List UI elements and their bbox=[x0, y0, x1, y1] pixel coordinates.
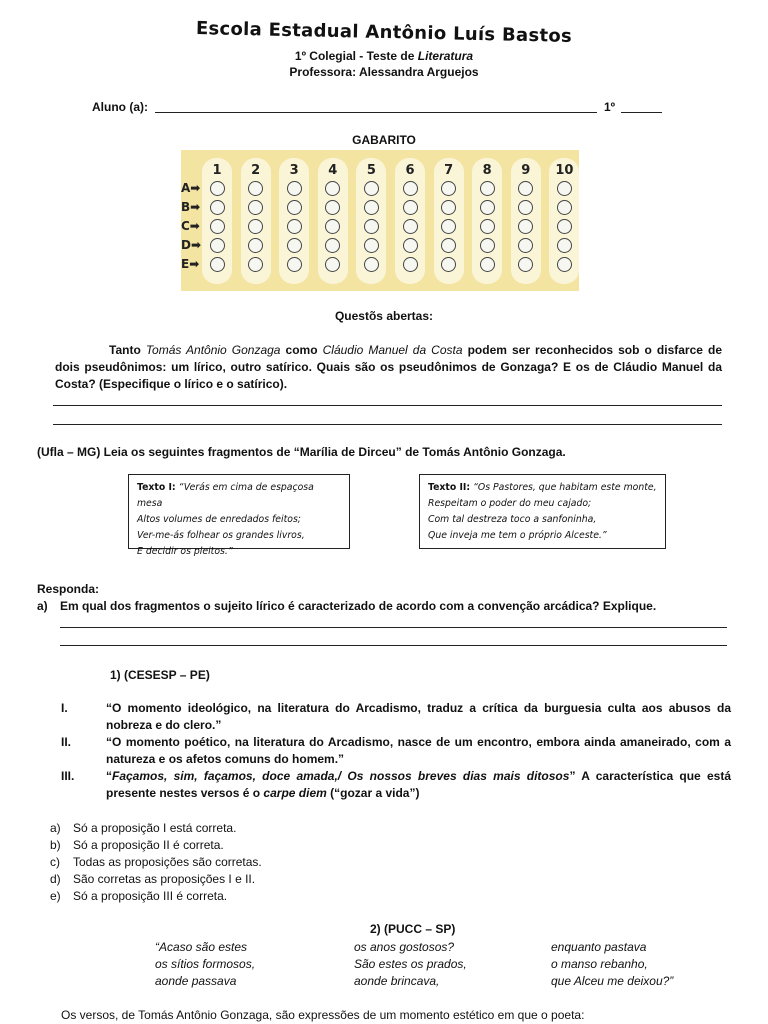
answer-bubble[interactable] bbox=[557, 219, 572, 234]
q1-text-a: Tanto bbox=[109, 343, 146, 357]
answer-bubble[interactable] bbox=[210, 200, 225, 215]
answer-bubble[interactable] bbox=[287, 219, 302, 234]
answer-bubble[interactable] bbox=[557, 257, 572, 272]
answer-bubble[interactable] bbox=[480, 181, 495, 196]
answer-column-number: 10 bbox=[555, 163, 574, 178]
option-letter: b) bbox=[50, 838, 61, 852]
answer-bubble[interactable] bbox=[248, 200, 263, 215]
item-1-text: “O momento ideológico, na literatura do Arcadismo, traduz a crítica da burguesia culta aos abusos da nobreza e do clero.” bbox=[106, 701, 731, 732]
option-letter: e) bbox=[50, 889, 61, 903]
answer-bubble[interactable] bbox=[248, 238, 263, 253]
open-question-1 bbox=[55, 342, 722, 393]
option-letter: c) bbox=[50, 855, 60, 869]
answer-column-number: 9 bbox=[521, 163, 531, 178]
option-text: Todas as proposições são corretas. bbox=[73, 855, 262, 869]
option-text: Só a proposição III é correta. bbox=[73, 889, 228, 903]
answer-column-number: 7 bbox=[444, 163, 454, 178]
answer-column-number: 4 bbox=[328, 163, 338, 178]
answer-bubble[interactable] bbox=[210, 238, 225, 253]
answer-bubble[interactable] bbox=[441, 257, 456, 272]
answer-line[interactable] bbox=[53, 424, 722, 425]
answer-bubble[interactable] bbox=[403, 219, 418, 234]
texto-2-label: Texto II: bbox=[428, 482, 471, 493]
class-label: 1º bbox=[604, 100, 616, 114]
poem-line: os anos gostosos? bbox=[354, 940, 455, 954]
answer-bubble[interactable] bbox=[287, 181, 302, 196]
q1-author-claudio: Cláudio Manuel da Costa bbox=[322, 343, 463, 357]
question-1-header: 1) (CESESP – PE) bbox=[110, 668, 210, 682]
course-line bbox=[0, 49, 768, 63]
answer-bubble[interactable] bbox=[364, 257, 379, 272]
answer-row-label: D➡ bbox=[181, 238, 202, 252]
class-line[interactable] bbox=[621, 112, 662, 113]
option-text: Só a proposição I está correta. bbox=[73, 821, 237, 835]
answer-bubble[interactable] bbox=[287, 238, 302, 253]
answer-bubble[interactable] bbox=[248, 181, 263, 196]
question-2-header: 2) (PUCC – SP) bbox=[370, 922, 456, 936]
answer-bubble[interactable] bbox=[210, 257, 225, 272]
poem-line: “Acaso são estes bbox=[155, 940, 248, 954]
answer-bubble[interactable] bbox=[441, 238, 456, 253]
q1-text-c: podem ser reconhecidos sob o disfarce de dois pseudônimos: um lírico, outro satírico. Quais são os pseudônimos de Gonzaga? E os de Cláudio Manuel da Costa? (Especifique o lírico e o satírico). bbox=[55, 343, 723, 391]
answer-line[interactable] bbox=[60, 645, 727, 646]
item-3-text-a: ” A característica que está presente nestes versos é o bbox=[106, 769, 731, 800]
answer-bubble[interactable] bbox=[287, 257, 302, 272]
option-letter: a) bbox=[50, 821, 61, 835]
answer-column-number: 3 bbox=[289, 163, 299, 178]
course-prefix: 1º Colegial - Teste de bbox=[294, 49, 418, 63]
answer-bubble[interactable] bbox=[441, 181, 456, 196]
answer-bubble[interactable] bbox=[480, 219, 495, 234]
question-2-stem: Os versos, de Tomás Antônio Gonzaga, são expressões de um momento estético em que o poeta: bbox=[61, 1008, 585, 1022]
answer-bubble[interactable] bbox=[480, 238, 495, 253]
texto-1-line: “Verás em cima de espaçosa mesa bbox=[137, 482, 314, 509]
answer-column-number: 5 bbox=[366, 163, 376, 178]
answer-bubble[interactable] bbox=[441, 219, 456, 234]
question-a-text: Em qual dos fragmentos o sujeito lírico é caracterizado de acordo com a convenção arcádica? Explique. bbox=[60, 599, 657, 613]
item-2-text: “O momento poético, na literatura do Arcadismo, nasce de um encontro, embora ainda amaneirado, com a natureza e os afetos comuns do homem.” bbox=[106, 735, 731, 766]
answer-bubble[interactable] bbox=[325, 238, 340, 253]
answer-bubble[interactable] bbox=[557, 238, 572, 253]
answer-bubble[interactable] bbox=[364, 219, 379, 234]
answer-column-number: 2 bbox=[251, 163, 261, 178]
answer-row-label: E➡ bbox=[181, 257, 200, 271]
answer-bubble[interactable] bbox=[441, 200, 456, 215]
texto-2-box bbox=[419, 474, 666, 549]
student-label: Aluno (a): bbox=[92, 100, 148, 114]
answer-bubble[interactable] bbox=[403, 238, 418, 253]
option-text: São corretas as proposições I e II. bbox=[73, 872, 256, 886]
item-3-quote: “ bbox=[106, 769, 112, 783]
answer-bubble[interactable] bbox=[518, 219, 533, 234]
question-a-letter: a) bbox=[37, 599, 48, 613]
answer-bubble[interactable] bbox=[364, 181, 379, 196]
teacher-line: Professora: Alessandra Arguejos bbox=[289, 65, 479, 79]
q1-author-gonzaga: Tomás Antônio Gonzaga bbox=[145, 343, 281, 357]
answer-row-label: C➡ bbox=[181, 219, 200, 233]
option-text: Só a proposição II é correta. bbox=[73, 838, 224, 852]
answer-bubble[interactable] bbox=[325, 219, 340, 234]
answer-bubble[interactable] bbox=[248, 257, 263, 272]
texto-2-line: Com tal destreza toco a sanfoninha, bbox=[428, 514, 597, 525]
poem-column-3 bbox=[551, 939, 673, 990]
student-name-line[interactable] bbox=[155, 112, 597, 113]
texto-1-box bbox=[128, 474, 350, 557]
answer-bubble[interactable] bbox=[325, 200, 340, 215]
answer-bubble[interactable] bbox=[364, 238, 379, 253]
ufla-intro: (Ufla – MG) Leia os seguintes fragmentos de “Marília de Dirceu” de Tomás Antônio Gonzaga. bbox=[37, 445, 566, 459]
poem-line: que Alceu me deixou?” bbox=[551, 974, 674, 988]
answer-row-label: A➡ bbox=[181, 181, 201, 195]
answer-sheet bbox=[181, 150, 579, 291]
poem-column-2 bbox=[354, 939, 467, 990]
answer-bubble[interactable] bbox=[518, 257, 533, 272]
answer-bubble[interactable] bbox=[403, 181, 418, 196]
answer-bubble[interactable] bbox=[364, 200, 379, 215]
poem-line: os sítios formosos, bbox=[155, 957, 256, 971]
answer-row-label: B➡ bbox=[181, 200, 201, 214]
answer-sheet-title: GABARITO bbox=[352, 133, 416, 147]
answer-bubble[interactable] bbox=[325, 257, 340, 272]
poem-column-1 bbox=[155, 939, 255, 990]
poem-line: enquanto pastava bbox=[551, 940, 647, 954]
texto-1-line: Ver-me-ás folhear os grandes livros, bbox=[137, 530, 305, 541]
answer-bubble[interactable] bbox=[480, 200, 495, 215]
item-2-roman: II. bbox=[61, 735, 72, 749]
respond-label: Responda: bbox=[37, 582, 100, 596]
item-3-text bbox=[106, 768, 731, 802]
answer-bubble[interactable] bbox=[248, 219, 263, 234]
texto-1-label: Texto I: bbox=[137, 482, 176, 493]
course-subject: Literatura bbox=[417, 49, 474, 63]
poem-line: aonde passava bbox=[155, 974, 237, 988]
item-3-roman: III. bbox=[61, 769, 75, 783]
answer-bubble[interactable] bbox=[403, 200, 418, 215]
answer-bubble[interactable] bbox=[557, 181, 572, 196]
texto-1-line: E decidir os pleitos.” bbox=[137, 546, 233, 557]
item-3-verse: Façamos, sim, façamos, doce amada,/ Os nossos breves dias mais ditosos bbox=[112, 769, 570, 783]
answer-bubble[interactable] bbox=[287, 200, 302, 215]
texto-2-line: Respeitam o poder do meu cajado; bbox=[428, 498, 592, 509]
q1-text-b: como bbox=[280, 343, 323, 357]
answer-line[interactable] bbox=[53, 405, 722, 406]
poem-line: o manso rebanho, bbox=[551, 957, 648, 971]
poem-line: aonde brincava, bbox=[354, 974, 440, 988]
answer-bubble[interactable] bbox=[210, 181, 225, 196]
item-3-text-b: (“gozar a vida”) bbox=[326, 786, 420, 800]
answer-line[interactable] bbox=[60, 627, 727, 628]
answer-column-number: 6 bbox=[405, 163, 415, 178]
open-questions-heading: Questõs abertas: bbox=[334, 309, 434, 323]
poem-line: São estes os prados, bbox=[354, 957, 467, 971]
answer-column-number: 1 bbox=[212, 163, 222, 178]
answer-bubble[interactable] bbox=[557, 200, 572, 215]
answer-bubble[interactable] bbox=[518, 238, 533, 253]
answer-column-number: 8 bbox=[482, 163, 492, 178]
item-3-carpe-diem: carpe diem bbox=[263, 786, 327, 800]
option-letter: d) bbox=[50, 872, 61, 886]
answer-bubble[interactable] bbox=[325, 181, 340, 196]
school-title: Escola Estadual Antônio Luís Bastos bbox=[195, 18, 573, 47]
texto-2-line: “Os Pastores, que habitam este monte, bbox=[473, 482, 657, 493]
answer-bubble[interactable] bbox=[518, 181, 533, 196]
item-1-roman: I. bbox=[61, 701, 68, 715]
answer-bubble[interactable] bbox=[403, 257, 418, 272]
answer-bubble[interactable] bbox=[518, 200, 533, 215]
answer-bubble[interactable] bbox=[480, 257, 495, 272]
answer-bubble[interactable] bbox=[210, 219, 225, 234]
texto-1-line: Altos volumes de enredados feitos; bbox=[137, 514, 301, 525]
texto-2-line: Que inveja me tem o próprio Alceste.” bbox=[428, 530, 607, 541]
